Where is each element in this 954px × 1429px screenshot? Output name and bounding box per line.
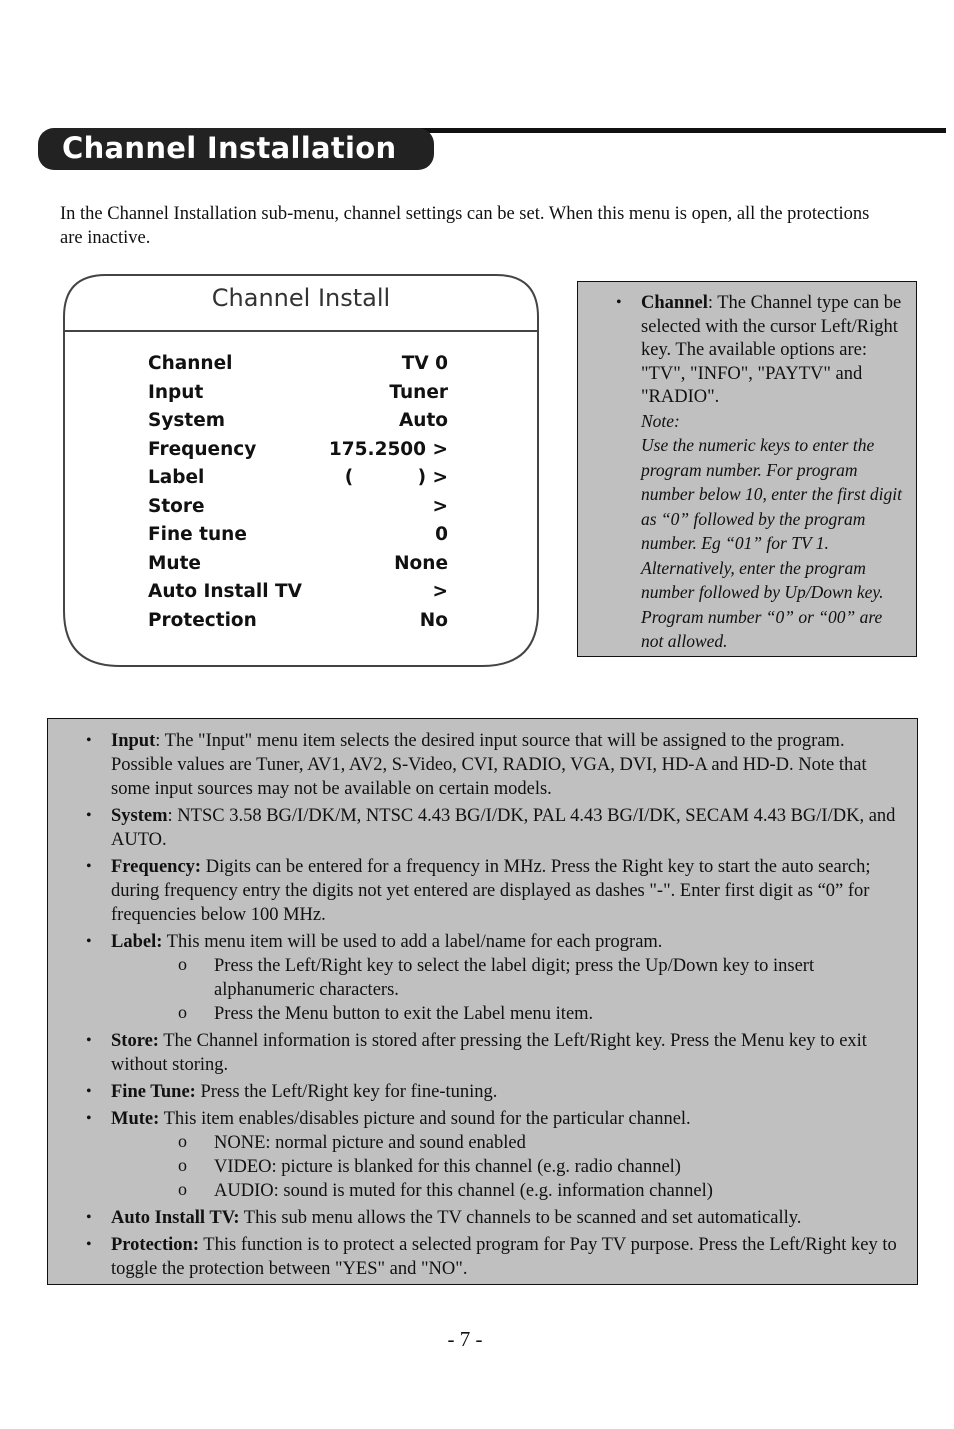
circle-bullet-icon: o bbox=[178, 1155, 187, 1175]
channel-note-box bbox=[577, 281, 917, 657]
circle-bullet-icon: o bbox=[178, 1179, 187, 1199]
sub-item-text: AUDIO: sound is muted for this channel (e.g. information channel) bbox=[214, 1181, 713, 1201]
list-item-frequency bbox=[48, 855, 908, 927]
osd-row-value: None bbox=[394, 552, 448, 574]
osd-row-value: Auto bbox=[398, 410, 448, 431]
sub-item bbox=[48, 1179, 908, 1203]
term-text: This item enables/disables picture and sound for the particular channel. bbox=[159, 1109, 691, 1129]
section-title-bar bbox=[38, 128, 946, 170]
note-text: Use the numeric keys to enter the program number. For program number below 10, enter the first digit as “0” followed by the program number. Eg “01” for TV 1. Alternatively, enter the program number followed by Up/Down key. Program number “0” or “00” are not allowed. bbox=[641, 435, 903, 651]
osd-row-value: Tuner bbox=[389, 381, 448, 403]
osd-row-value: 0 bbox=[435, 524, 448, 545]
list-item-mute bbox=[48, 1107, 908, 1131]
sub-item-text: Press the Left/Right key to select the label digit; press the Up/Down key to insert alphanumeric characters. bbox=[214, 956, 815, 1000]
osd-row-label: Store bbox=[148, 495, 205, 517]
bullet-icon: • bbox=[616, 294, 622, 311]
osd-row-channel bbox=[148, 353, 448, 382]
osd-row-mute bbox=[148, 553, 448, 582]
osd-row-label-field bbox=[148, 467, 448, 496]
osd-row-label: Label bbox=[148, 467, 205, 488]
term: Auto Install TV: bbox=[111, 1208, 240, 1228]
sub-item-text: Press the Menu button to exit the Label menu item. bbox=[214, 1004, 594, 1024]
description-list bbox=[48, 729, 908, 1284]
osd-row-value: TV 0 bbox=[401, 353, 448, 374]
bullet-icon: • bbox=[86, 807, 92, 824]
bullet-icon: • bbox=[86, 1110, 92, 1127]
osd-menu-illustration bbox=[62, 273, 540, 668]
sub-item bbox=[48, 954, 908, 1002]
osd-row-label: Frequency bbox=[148, 438, 257, 460]
osd-row-protection bbox=[148, 610, 448, 639]
sub-item-text: VIDEO: picture is blanked for this channel (e.g. radio channel) bbox=[214, 1157, 681, 1177]
osd-row-label: Auto Install TV bbox=[148, 581, 302, 602]
circle-bullet-icon: o bbox=[178, 1131, 187, 1151]
osd-row-value: ( ) > bbox=[344, 467, 448, 488]
term-text: This sub menu allows the TV channels to be scanned and set automatically. bbox=[239, 1208, 802, 1228]
term: Protection: bbox=[111, 1235, 200, 1255]
bullet-icon: • bbox=[86, 1236, 92, 1253]
list-item-auto-install bbox=[48, 1206, 908, 1230]
term: Input bbox=[111, 731, 156, 751]
intro-paragraph: In the Channel Installation sub-menu, channel settings can be set. When this menu is open, all the protections are inactive. bbox=[60, 204, 870, 248]
osd-row-fine-tune bbox=[148, 524, 448, 553]
menu-descriptions-box bbox=[47, 718, 918, 1285]
page-title: Channel Installation bbox=[62, 131, 397, 165]
list-item-label bbox=[48, 930, 908, 954]
title-rule bbox=[418, 128, 946, 133]
term: Label: bbox=[111, 932, 163, 952]
bullet-icon: • bbox=[86, 732, 92, 749]
osd-row-system bbox=[148, 410, 448, 439]
term-text: The Channel information is stored after pressing the Left/Right key. Press the Menu key to exit without storing. bbox=[111, 1031, 867, 1075]
term: Mute: bbox=[111, 1109, 160, 1129]
osd-row-label: Mute bbox=[148, 552, 201, 574]
term-text: Press the Left/Right key for fine-tuning. bbox=[195, 1082, 498, 1102]
circle-bullet-icon: o bbox=[178, 954, 187, 974]
sub-item bbox=[48, 1155, 908, 1179]
bullet-icon: • bbox=[86, 1083, 92, 1100]
channel-description bbox=[641, 292, 905, 655]
osd-row-value: 175.2500 > bbox=[328, 438, 448, 460]
term-text: This menu item will be used to add a label/name for each program. bbox=[162, 932, 663, 952]
osd-row-input bbox=[148, 382, 448, 411]
term: System bbox=[111, 806, 168, 826]
channel-text: : The Channel type can be selected with the cursor Left/Right key. The available options are: "TV", "INFO", "PAYTV" and "RADIO". bbox=[641, 293, 902, 407]
sub-item bbox=[48, 1002, 908, 1026]
osd-row-frequency bbox=[148, 439, 448, 468]
term: Frequency: bbox=[111, 857, 202, 877]
osd-menu-list bbox=[148, 353, 448, 638]
term-text: This function is to protect a selected program for Pay TV purpose. Press the Left/Right key to toggle the protection between "YES" and "NO". bbox=[111, 1235, 897, 1279]
list-item-input bbox=[48, 729, 908, 801]
bullet-icon: • bbox=[86, 858, 92, 875]
term: Fine Tune: bbox=[111, 1082, 196, 1102]
circle-bullet-icon: o bbox=[178, 1002, 187, 1022]
title-pill bbox=[38, 128, 434, 170]
term-text: : NTSC 3.58 BG/I/DK/M, NTSC 4.43 BG/I/DK, PAL 4.43 BG/I/DK, SECAM 4.43 BG/I/DK, and AUTO. bbox=[111, 806, 896, 850]
osd-title: Channel Install bbox=[211, 284, 391, 312]
term-channel: Channel bbox=[641, 293, 708, 313]
osd-row-store bbox=[148, 496, 448, 525]
osd-row-label: Protection bbox=[148, 609, 257, 631]
osd-row-value: > bbox=[432, 495, 448, 517]
page-number: - 7 - bbox=[447, 1327, 483, 1351]
list-item-store bbox=[48, 1029, 908, 1077]
term-text: Digits can be entered for a frequency in MHz. Press the Right key to start the auto search; during frequency entry the digits not yet entered are displayed as dashes "-". Enter first digit as “0” for frequencies below 100 MHz. bbox=[111, 857, 871, 925]
sub-item bbox=[48, 1131, 908, 1155]
osd-row-label: Channel bbox=[148, 353, 233, 374]
bullet-icon: • bbox=[86, 933, 92, 950]
note-label: Note: bbox=[641, 410, 680, 431]
osd-row-auto-install bbox=[148, 581, 448, 610]
list-item-system bbox=[48, 804, 908, 852]
osd-row-value: > bbox=[432, 581, 448, 602]
bullet-icon: • bbox=[86, 1209, 92, 1226]
osd-row-label: Input bbox=[148, 381, 204, 403]
sub-item-text: NONE: normal picture and sound enabled bbox=[214, 1133, 526, 1153]
term: Store: bbox=[111, 1031, 159, 1051]
osd-row-value: No bbox=[419, 609, 448, 631]
osd-row-label: Fine tune bbox=[148, 524, 247, 545]
term-text: : The "Input" menu item selects the desired input source that will be assigned to the program. Possible values are Tuner, AV1, AV2, S-Video, CVI, RADIO, VGA, DVI, HD-A and HD-D. Note that some input sources may not be available on certain models. bbox=[111, 731, 867, 799]
osd-row-label: System bbox=[148, 410, 226, 431]
bullet-icon: • bbox=[86, 1032, 92, 1049]
list-item-protection bbox=[48, 1233, 908, 1281]
list-item-fine-tune bbox=[48, 1080, 908, 1104]
